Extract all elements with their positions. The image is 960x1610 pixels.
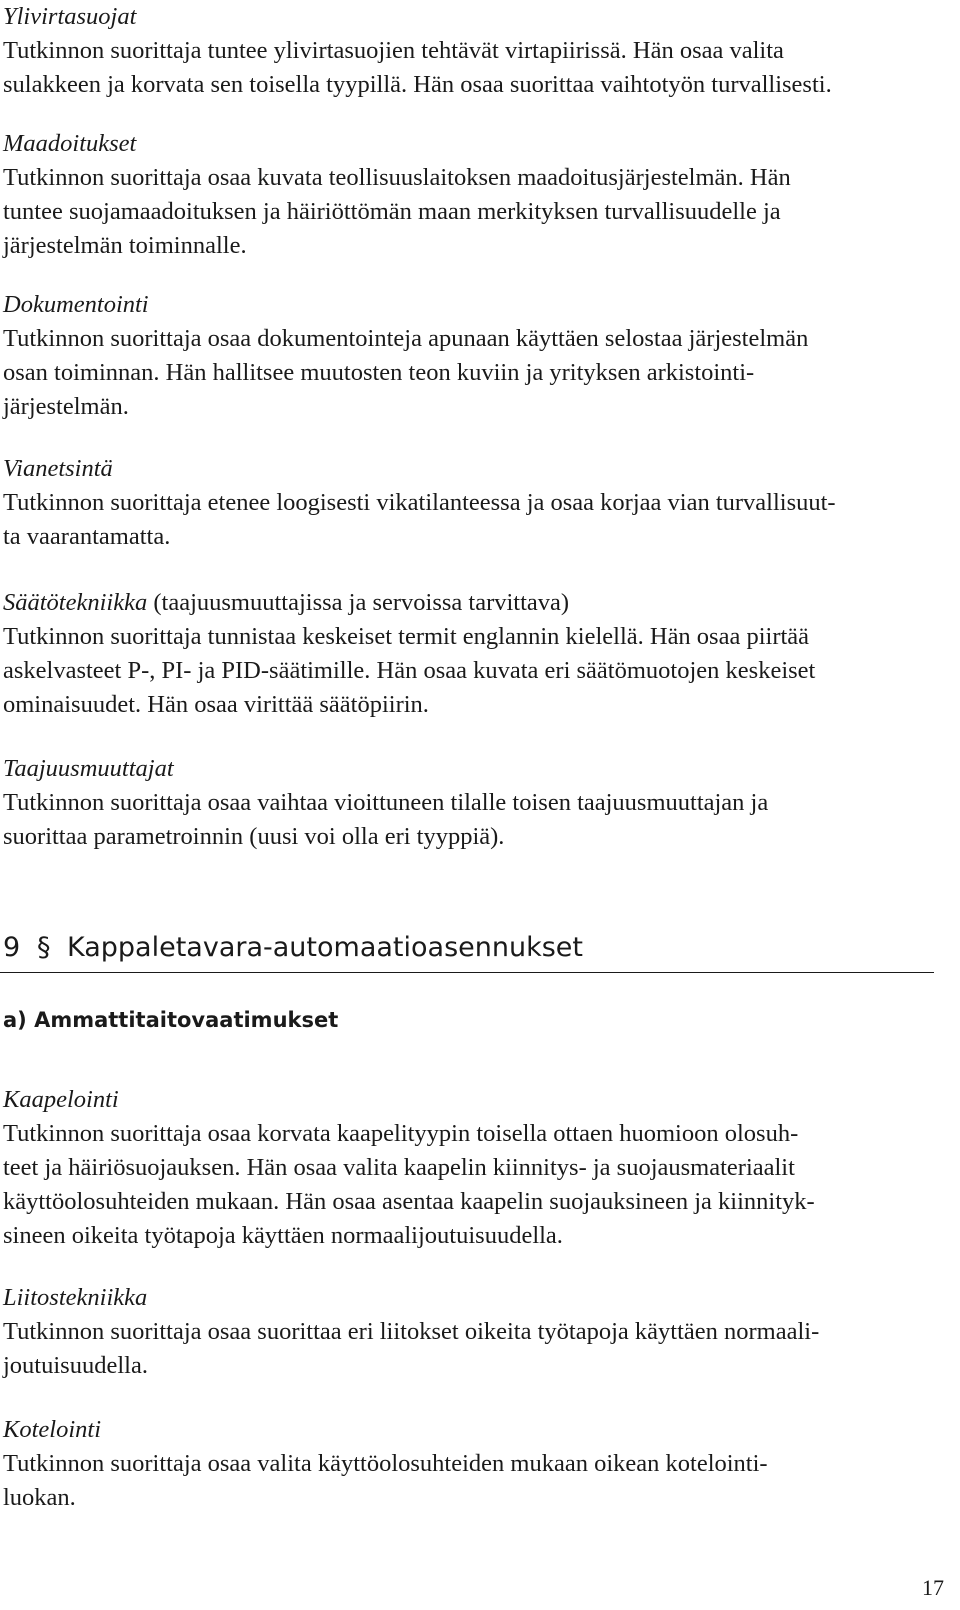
section-heading — [3, 586, 933, 620]
body-line: teet ja häiriösuojauksen. Hän osaa valita kaapelin kiinnitys- ja suojausmateriaalit — [3, 1154, 795, 1181]
body-line: Tutkinnon suorittaja etenee loogisesti vikatilanteessa ja osaa korjaa vian turvallisuut- — [3, 489, 836, 516]
body-line: Tutkinnon suorittaja tunnistaa keskeiset termit englannin kielellä. Hän osaa piirtää — [3, 623, 810, 650]
section-kaapelointi — [3, 1083, 933, 1253]
body-line: Tutkinnon suorittaja tuntee ylivirtasuojien tehtävät virtapiirissä. Hän osaa valita — [3, 37, 784, 64]
section-heading-note: (taajuusmuuttajissa ja servoissa tarvittava) — [147, 589, 570, 616]
body-line: Tutkinnon suorittaja osaa kuvata teollisuuslaitoksen maadoitusjärjestelmän. Hän — [3, 164, 791, 191]
section-maadoitukset — [3, 127, 933, 263]
section-heading: Ylivirtasuojat — [3, 3, 137, 30]
body-line: tuntee suojamaadoituksen ja häiriöttömän maan merkityksen turvallisuudelle ja — [3, 198, 781, 225]
body-line: ominaisuudet. Hän osaa virittää säätöpiirin. — [3, 691, 429, 718]
section-heading: Kaapelointi — [3, 1086, 119, 1113]
section-heading: Liitostekniikka — [3, 1284, 148, 1311]
body-line: luokan. — [3, 1484, 76, 1511]
section-liitostekniikka — [3, 1281, 933, 1383]
body-line: sulakkeen ja korvata sen toisella tyypillä. Hän osaa suorittaa vaihtotyön turvallisesti. — [3, 71, 832, 98]
body-line: ta vaarantamatta. — [3, 523, 171, 550]
chapter-title-text: Kappaletavara-automaatioasennukset — [67, 932, 583, 963]
body-line: käyttöolosuhteiden mukaan. Hän osaa asentaa kaapelin suojauksineen ja kiinnityk- — [3, 1188, 815, 1215]
page-number: 17 — [922, 1575, 944, 1600]
body-line: järjestelmän toiminnalle. — [3, 232, 247, 259]
body-line: Tutkinnon suorittaja osaa korvata kaapelityypin toisella ottaen huomioon olosuh- — [3, 1120, 799, 1147]
body-line: Tutkinnon suorittaja osaa suorittaa eri liitokset oikeita työtapoja käyttäen normaali- — [3, 1318, 820, 1345]
body-line: Tutkinnon suorittaja osaa valita käyttöolosuhteiden mukaan oikean kotelointi- — [3, 1450, 768, 1477]
section-saatotekniikka — [3, 586, 933, 722]
chapter-title — [0, 928, 934, 973]
section-dokumentointi — [3, 288, 933, 424]
section-symbol: § — [37, 932, 51, 963]
section-kotelointi — [3, 1413, 933, 1515]
body-line: järjestelmän. — [3, 393, 129, 420]
body-line: askelvasteet P-, PI- ja PID-säätimille. Hän osaa kuvata eri säätömuotojen keskeiset — [3, 657, 816, 684]
body-line: Tutkinnon suorittaja osaa dokumentointeja apunaan käyttäen selostaa järjestelmän — [3, 325, 809, 352]
section-heading-title: Säätötekniikka — [3, 589, 148, 616]
body-line: osan toiminnan. Hän hallitsee muutosten teon kuviin ja yrityksen arkistointi- — [3, 359, 755, 386]
chapter-number: 9 — [3, 932, 21, 963]
body-line: joutuisuudella. — [3, 1352, 148, 1379]
section-heading: Taajuusmuuttajat — [3, 755, 174, 782]
section-heading: Kotelointi — [3, 1416, 101, 1443]
section-heading: Dokumentointi — [3, 291, 149, 318]
body-line: sineen oikeita työtapoja käyttäen normaalijoutuisuudella. — [3, 1222, 563, 1249]
section-vianetsinta — [3, 452, 933, 554]
section-heading: Maadoitukset — [3, 130, 137, 157]
body-line: suorittaa parametroinnin (uusi voi olla eri tyyppiä). — [3, 823, 505, 850]
subsection-title: a) Ammattitaitovaatimukset — [3, 1008, 339, 1032]
section-taajuusmuuttajat — [3, 752, 933, 854]
section-ylivirtasuojat — [3, 0, 933, 102]
section-heading: Vianetsintä — [3, 455, 113, 482]
body-line: Tutkinnon suorittaja osaa vaihtaa vioittuneen tilalle toisen taajuusmuuttajan ja — [3, 789, 769, 816]
